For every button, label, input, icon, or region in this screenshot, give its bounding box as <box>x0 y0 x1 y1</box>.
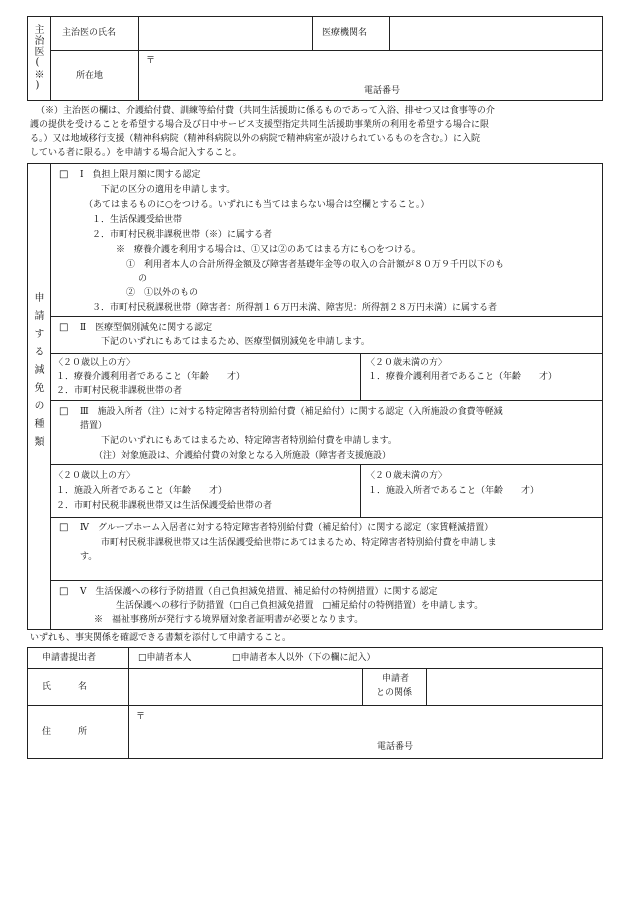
doctor-side-label: 主治医(※) <box>32 24 43 92</box>
divider <box>50 16 51 101</box>
divider <box>50 353 603 354</box>
applicant-address-label: 住 所 <box>42 727 88 737</box>
section1-line: 下記の区分の適用を申請します。 <box>101 185 236 195</box>
institution-label: 医療機関名 <box>322 28 368 38</box>
section5-title: Ⅴ 生活保護への移行予防措置（自己負担減免措置、補足給付の特例措置）に関する認定 <box>80 587 438 597</box>
applicant-name-label: 氏 名 <box>42 682 88 692</box>
doctor-note-line: 護の提供を受けることを希望する場合及び日中サービス支援型指定共同生活援助事業所の利用を希望する場合に限 <box>30 120 490 130</box>
applicant-name-field[interactable] <box>129 669 361 704</box>
applicant-postal-mark: 〒 <box>136 712 146 722</box>
relation-label-cont: との関係 <box>376 688 413 698</box>
applicant-phone-label: 電話番号 <box>377 742 414 752</box>
divider <box>50 580 603 581</box>
section2-left-item[interactable]: ２．市町村民税非課税世帯の者 <box>56 386 183 396</box>
section3-line: 下記のいずれにもあてはまるため、特定障害者特別給付費を申請します。 <box>101 436 397 446</box>
attach-note: いずれも、事実関係を確認できる書類を添付して申請すること。 <box>30 633 292 643</box>
section2-line: 下記のいずれにもあてはまるため、医療型個別減免を申請します。 <box>101 337 370 347</box>
postal-mark: 〒 <box>146 56 156 66</box>
divider <box>50 517 603 518</box>
section3-right-item[interactable]: １．施設入所者であること（年齢 才） <box>368 486 540 496</box>
divider <box>50 163 51 630</box>
submitter-label: 申請書提出者 <box>42 653 97 663</box>
section2-right-head: 〈２０歳未満の方〉 <box>366 358 448 368</box>
section3-title-cont: 措置） <box>80 421 108 431</box>
reduction-side-label: 申請する減免の種類 <box>32 292 43 454</box>
section3-title: Ⅲ 施設入所者（注）に対する特定障害者特別給付費（補足給付）に関する認定（入所施設の食費等軽減 <box>80 407 503 417</box>
section1-checkbox[interactable]: □ <box>59 169 69 180</box>
section1-option-circle1[interactable]: ① 利用者本人の合計所得金額及び障害者基礎年金等の収入の合計額が８０万９千円以下のも <box>126 260 505 270</box>
section1-note: ※ 療養介護を利用する場合は、①又は②のあてはまる方にも○をつける。 <box>116 245 421 255</box>
section4-checkbox[interactable]: □ <box>59 522 69 533</box>
section4-line-cont: す。 <box>80 552 98 562</box>
phone-label: 電話番号 <box>364 86 401 96</box>
section4-title: Ⅳ グループホーム入居者に対する特定障害者特別給付費（補足給付）に関する認定（家賃軽減措置） <box>80 523 494 533</box>
divider <box>50 464 603 465</box>
divider <box>362 668 363 705</box>
section2-left-item[interactable]: １．療養介護利用者であること（年齢 才） <box>56 372 246 382</box>
section3-note: （注）対象施設は、介護給付費の対象となる入所施設（障害者支援施設） <box>94 451 392 461</box>
relation-field[interactable] <box>427 669 602 704</box>
section5-note: ※ 福祉事務所が発行する境界層対象者証明書が必要となります。 <box>94 615 364 625</box>
section1-option-welfare[interactable]: １．生活保護受給世帯 <box>92 215 183 225</box>
doctor-note-line: る。）又は地域移行支援（精神科病院（精神科病院以外の病院で精神病室が設けられているものを含む。）に入院 <box>30 134 481 144</box>
doctor-note-line: （※）主治医の欄は、介護給付費、訓練等給付費（共同生活援助に係るものであって入浴、排せつ又は食事等の介 <box>36 106 495 116</box>
section2-right-item[interactable]: １．療養介護利用者であること（年齢 才） <box>368 372 558 382</box>
divider <box>50 316 603 317</box>
doctor-name-label: 主治医の氏名 <box>62 28 117 38</box>
doctor-address-label: 所在地 <box>76 71 104 81</box>
section3-left-item[interactable]: １．施設入所者であること（年齢 才） <box>56 486 228 496</box>
section1-line: の <box>138 274 148 284</box>
section5-line[interactable]: 生活保護への移行予防措置（□自己負担減免措置 □補足給付の特例措置）を申請します。 <box>116 601 484 611</box>
section4-line: 市町村民税非課税世帯又は生活保護受給世帯にあてはまるため、特定障害者特別給付費を申請しま <box>101 538 497 548</box>
section3-right-head: 〈２０歳未満の方〉 <box>366 471 448 481</box>
section3-left-item[interactable]: ２．市町村民税非課税世帯又は生活保護受給世帯の者 <box>56 501 273 511</box>
section1-option-circle2[interactable]: ② ①以外のもの <box>126 288 199 298</box>
divider <box>360 464 361 517</box>
section2-left-head: 〈２０歳以上の方〉 <box>54 358 136 368</box>
applicant-address-field[interactable] <box>129 706 602 758</box>
institution-field[interactable] <box>390 17 602 50</box>
section1-title: Ⅰ 負担上限月額に関する認定 <box>80 170 201 180</box>
divider <box>50 400 603 401</box>
doctor-note-line: している者に限る。）を申請する場合記入すること。 <box>30 148 242 158</box>
section1-option-nontax[interactable]: ２．市町村民税非課税世帯（※）に属する者 <box>92 230 273 240</box>
section1-option-taxed[interactable]: ３．市町村民税課税世帯（障害者：所得割１６万円未満、障害児：所得割２８万円未満）に属する者 <box>92 303 498 313</box>
doctor-name-field[interactable] <box>139 17 311 50</box>
submitter-other-option[interactable]: □申請者本人以外（下の欄に記入） <box>232 653 376 663</box>
section5-checkbox[interactable]: □ <box>59 586 69 597</box>
divider <box>312 16 313 50</box>
submitter-self-option[interactable]: □申請者本人 <box>138 653 192 663</box>
doctor-address-field[interactable] <box>139 51 602 100</box>
section3-checkbox[interactable]: □ <box>59 406 69 417</box>
relation-label: 申請者 <box>382 674 410 684</box>
section3-left-head: 〈２０歳以上の方〉 <box>54 471 136 481</box>
section1-line: （あてはまるものに○をつける。いずれにも当てはまらない場合は空欄とすること。） <box>84 200 430 210</box>
section2-title: Ⅱ 医療型個別減免に関する認定 <box>80 323 213 333</box>
divider <box>360 353 361 400</box>
section2-checkbox[interactable]: □ <box>59 322 69 333</box>
